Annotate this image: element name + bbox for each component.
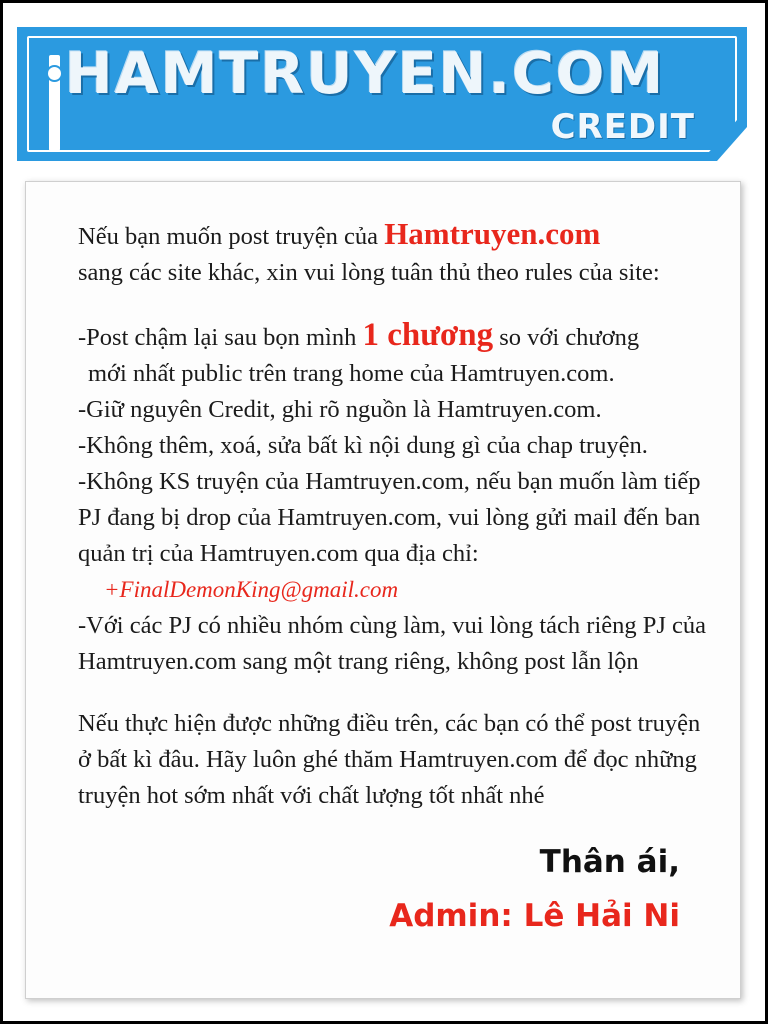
rule-1-suffix: so với chương [499, 324, 640, 351]
rule-1-prefix: -Post chậm lại sau bọn mình [78, 324, 357, 351]
contact-email[interactable]: +FinalDemonKing@gmail.com [104, 577, 399, 602]
signoff-block [78, 844, 714, 934]
rule-4: -Không KS truyện của Hamtruyen.com, nếu bạn muốn làm tiếp PJ đang bị drop của Hamtruyen.com, vui lòng gửi mail đến ban quản trị của Hamtruyen.com qua địa chỉ: [78, 468, 701, 567]
intro-text-part1: Nếu bạn muốn post truyện của [78, 223, 379, 250]
section-title: CREDIT [550, 107, 695, 147]
admin-name: Admin: Lê Hải Ni [389, 898, 680, 934]
notice-card [25, 181, 741, 999]
intro-line-1 [78, 216, 714, 255]
rule-1-line-1 [78, 317, 714, 356]
bookmark-dot-icon [46, 65, 63, 82]
closing-paragraph: Nếu thực hiện được những điều trên, các bạn có thể post truyện ở bất kì đâu. Hãy luôn ghé thăm Hamtruyen.com để đọc những truyện hot sớm nhất với chất lượng tốt nhất nhé [78, 710, 701, 809]
rule-1-line-2: mới nhất public trên trang home của Hamtruyen.com. [88, 360, 615, 387]
rule-1-highlight: 1 chương [362, 317, 494, 353]
site-banner [17, 27, 747, 161]
rule-3: -Không thêm, xoá, sửa bất kì nội dung gì của chap truyện. [78, 432, 648, 459]
notice-content [78, 216, 714, 934]
signoff-text: Thân ái, [539, 844, 680, 880]
intro-brand: Hamtruyen.com [384, 216, 601, 251]
intro-line-2: sang các site khác, xin vui lòng tuân thủ theo rules của site: [78, 259, 660, 286]
site-title: HAMTRUYEN.COM [65, 41, 666, 107]
spacer-2 [78, 680, 714, 706]
rule-5: -Với các PJ có nhiều nhóm cùng làm, vui lòng tách riêng PJ của Hamtruyen.com sang một trang riêng, không post lẫn lộn [78, 612, 707, 675]
spacer-1 [78, 291, 714, 317]
rule-2: -Giữ nguyên Credit, ghi rõ nguồn là Hamtruyen.com. [78, 396, 602, 423]
